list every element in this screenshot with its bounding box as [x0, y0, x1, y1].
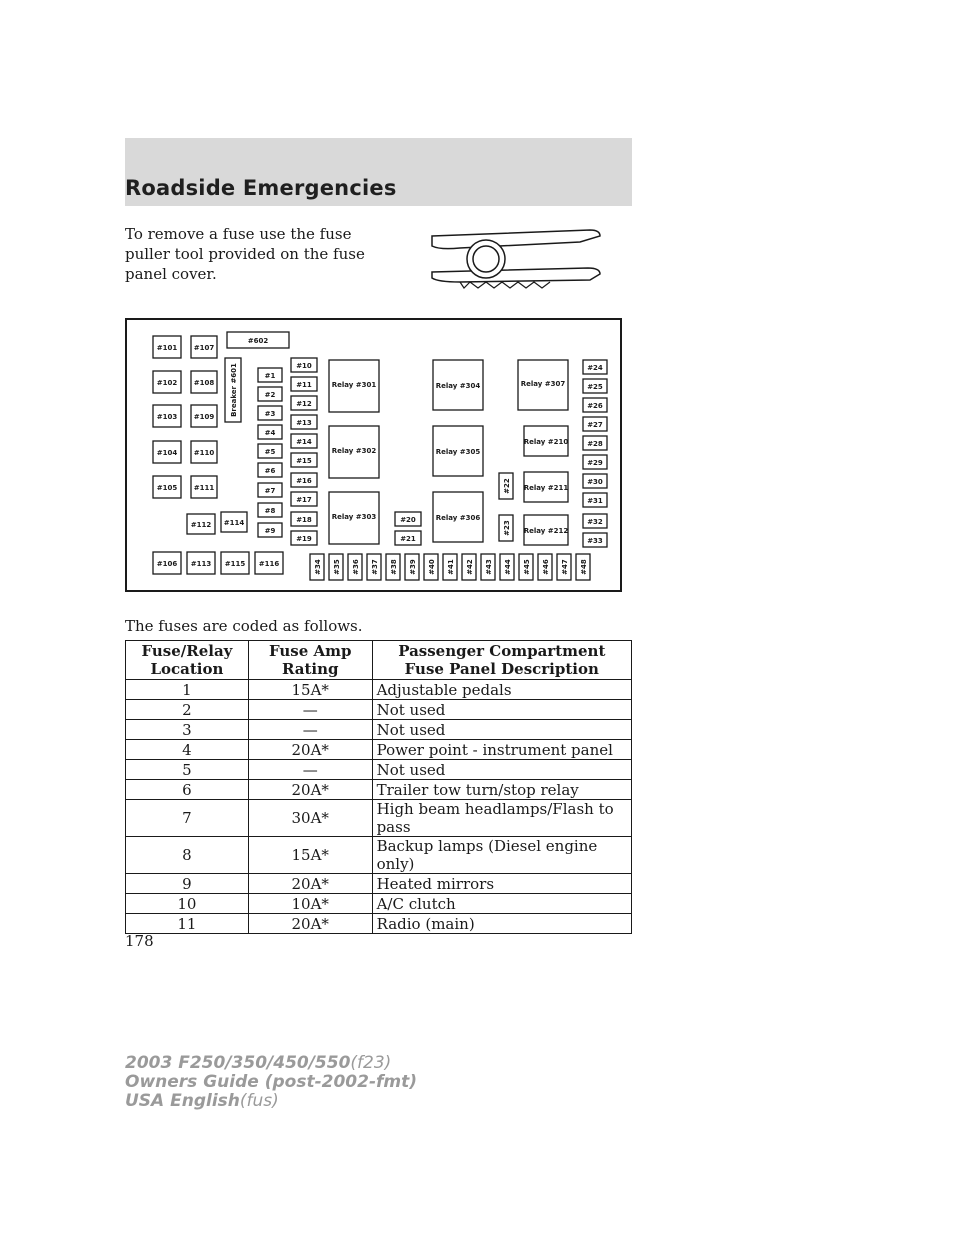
svg-text:Relay #302: Relay #302 [331, 447, 377, 455]
cell-description: Not used [372, 720, 631, 740]
cell-location: 5 [126, 760, 249, 780]
svg-text:#102: #102 [156, 379, 178, 387]
svg-text:#6: #6 [264, 467, 276, 475]
svg-text:#26: #26 [587, 402, 603, 410]
footer-language: USA English [125, 1091, 240, 1111]
svg-text:#25: #25 [587, 383, 603, 391]
cell-description: Heated mirrors [372, 874, 631, 894]
svg-text:#39: #39 [409, 559, 417, 575]
cell-description: Radio (main) [372, 914, 631, 934]
cell-location: 6 [126, 780, 249, 800]
svg-text:#29: #29 [587, 459, 603, 467]
svg-text:#35: #35 [333, 559, 341, 575]
svg-text:#47: #47 [561, 559, 569, 575]
table-row [126, 680, 632, 700]
table-row [126, 874, 632, 894]
svg-text:Relay #304: Relay #304 [435, 382, 481, 390]
svg-text:#24: #24 [587, 364, 603, 372]
svg-text:#108: #108 [193, 379, 215, 387]
svg-text:#33: #33 [587, 537, 603, 545]
svg-text:#104: #104 [156, 449, 178, 457]
table-row [126, 894, 632, 914]
svg-text:#48: #48 [580, 559, 588, 575]
svg-text:#9: #9 [264, 527, 276, 535]
svg-text:#4: #4 [264, 429, 276, 437]
svg-text:#14: #14 [296, 438, 312, 446]
header-amp-rating: Fuse Amp Rating [248, 641, 372, 680]
cell-description: A/C clutch [372, 894, 631, 914]
svg-text:#32: #32 [587, 518, 603, 526]
table-row [126, 760, 632, 780]
svg-text:#31: #31 [587, 497, 603, 505]
svg-text:#115: #115 [224, 560, 246, 568]
cell-amp: 30A* [248, 800, 372, 837]
footer-line-1 [125, 1054, 417, 1073]
svg-text:Breaker #601: Breaker #601 [230, 363, 238, 417]
svg-text:#22: #22 [503, 478, 511, 494]
svg-text:Relay #301: Relay #301 [331, 381, 377, 389]
svg-text:#27: #27 [587, 421, 603, 429]
svg-text:#10: #10 [296, 362, 312, 370]
svg-text:#114: #114 [223, 519, 245, 527]
cell-amp: 20A* [248, 914, 372, 934]
svg-text:#44: #44 [504, 559, 512, 575]
svg-text:#13: #13 [296, 419, 312, 427]
svg-text:#109: #109 [193, 413, 215, 421]
svg-text:#17: #17 [296, 496, 312, 504]
fuse-panel-diagram [125, 318, 622, 592]
svg-text:Relay #211: Relay #211 [523, 484, 569, 492]
footer-line-3 [125, 1092, 417, 1111]
svg-text:#37: #37 [371, 559, 379, 575]
svg-text:#116: #116 [258, 560, 280, 568]
svg-text:#23: #23 [503, 520, 511, 536]
cell-location: 8 [126, 837, 249, 874]
fuse-puller-illustration [430, 222, 602, 292]
cell-description: Not used [372, 700, 631, 720]
page-number: 178 [125, 932, 154, 950]
cell-description: Backup lamps (Diesel engine only) [372, 837, 631, 874]
svg-text:#21: #21 [400, 535, 416, 543]
svg-text:#110: #110 [193, 449, 215, 457]
svg-text:#15: #15 [296, 457, 312, 465]
intro-text: To remove a fuse use the fuse puller tool provided on the fuse panel cover. [125, 225, 365, 283]
svg-text:#19: #19 [296, 535, 312, 543]
cell-description: Not used [372, 760, 631, 780]
svg-text:#34: #34 [314, 559, 322, 575]
svg-text:#28: #28 [587, 440, 603, 448]
table-row [126, 740, 632, 760]
cell-location: 4 [126, 740, 249, 760]
header-location: Fuse/Relay Location [126, 641, 249, 680]
svg-text:#45: #45 [523, 559, 531, 575]
cell-amp: 20A* [248, 874, 372, 894]
table-row [126, 837, 632, 874]
table-row [126, 780, 632, 800]
fuse-table [125, 640, 632, 934]
svg-text:#602: #602 [247, 337, 269, 345]
table-lead-text: The fuses are coded as follows. [125, 617, 363, 635]
footer-line-2 [125, 1073, 417, 1092]
cell-amp: 15A* [248, 837, 372, 874]
svg-text:#3: #3 [264, 410, 276, 418]
svg-text:#40: #40 [428, 559, 436, 575]
svg-text:#11: #11 [296, 381, 312, 389]
svg-text:Relay #210: Relay #210 [523, 438, 569, 446]
footer-model-code: (f23) [350, 1053, 392, 1073]
svg-text:#101: #101 [156, 344, 178, 352]
section-title: Roadside Emergencies [125, 176, 397, 200]
svg-text:#12: #12 [296, 400, 312, 408]
svg-text:#16: #16 [296, 477, 312, 485]
svg-text:Relay #212: Relay #212 [523, 527, 569, 535]
cell-description: Trailer tow turn/stop relay [372, 780, 631, 800]
cell-amp: — [248, 720, 372, 740]
svg-text:#20: #20 [400, 516, 416, 524]
svg-text:#106: #106 [156, 560, 178, 568]
svg-text:#105: #105 [156, 484, 178, 492]
table-row [126, 800, 632, 837]
svg-text:#30: #30 [587, 478, 603, 486]
header-description: Passenger Compartment Fuse Panel Description [372, 641, 631, 680]
table-header-row [126, 641, 632, 680]
cell-amp: 15A* [248, 680, 372, 700]
cell-location: 9 [126, 874, 249, 894]
svg-text:#36: #36 [352, 559, 360, 575]
svg-text:#103: #103 [156, 413, 178, 421]
cell-location: 11 [126, 914, 249, 934]
svg-text:#1: #1 [264, 372, 276, 380]
cell-location: 3 [126, 720, 249, 740]
table-row [126, 914, 632, 934]
svg-text:#111: #111 [193, 484, 215, 492]
svg-text:#42: #42 [466, 559, 474, 575]
svg-text:#46: #46 [542, 559, 550, 575]
cell-location: 7 [126, 800, 249, 837]
cell-description: Adjustable pedals [372, 680, 631, 700]
cell-description: Power point - instrument panel [372, 740, 631, 760]
footer-guide: Owners Guide (post-2002-fmt) [125, 1072, 418, 1092]
cell-amp: — [248, 700, 372, 720]
svg-text:#2: #2 [264, 391, 276, 399]
table-row [126, 700, 632, 720]
svg-text:Relay #307: Relay #307 [520, 380, 566, 388]
cell-description: High beam headlamps/Flash to pass [372, 800, 631, 837]
footer-language-code: (fus) [239, 1091, 279, 1111]
svg-text:#7: #7 [264, 487, 276, 495]
cell-location: 10 [126, 894, 249, 914]
cell-amp: — [248, 760, 372, 780]
cell-amp: 20A* [248, 780, 372, 800]
svg-text:#113: #113 [190, 560, 212, 568]
svg-text:Relay #303: Relay #303 [331, 513, 377, 521]
svg-text:#38: #38 [390, 559, 398, 575]
svg-text:#8: #8 [264, 507, 276, 515]
cell-location: 1 [126, 680, 249, 700]
footer-model: 2003 F250/350/450/550 [125, 1053, 351, 1073]
svg-text:#41: #41 [447, 559, 455, 575]
svg-text:#5: #5 [264, 448, 276, 456]
svg-text:#43: #43 [485, 559, 493, 575]
svg-text:Relay #306: Relay #306 [435, 514, 481, 522]
document-footer [125, 1054, 417, 1111]
svg-text:#112: #112 [190, 521, 212, 529]
svg-text:Relay #305: Relay #305 [435, 448, 481, 456]
table-row [126, 720, 632, 740]
cell-location: 2 [126, 700, 249, 720]
svg-text:#18: #18 [296, 516, 312, 524]
cell-amp: 20A* [248, 740, 372, 760]
cell-amp: 10A* [248, 894, 372, 914]
svg-text:#107: #107 [193, 344, 215, 352]
